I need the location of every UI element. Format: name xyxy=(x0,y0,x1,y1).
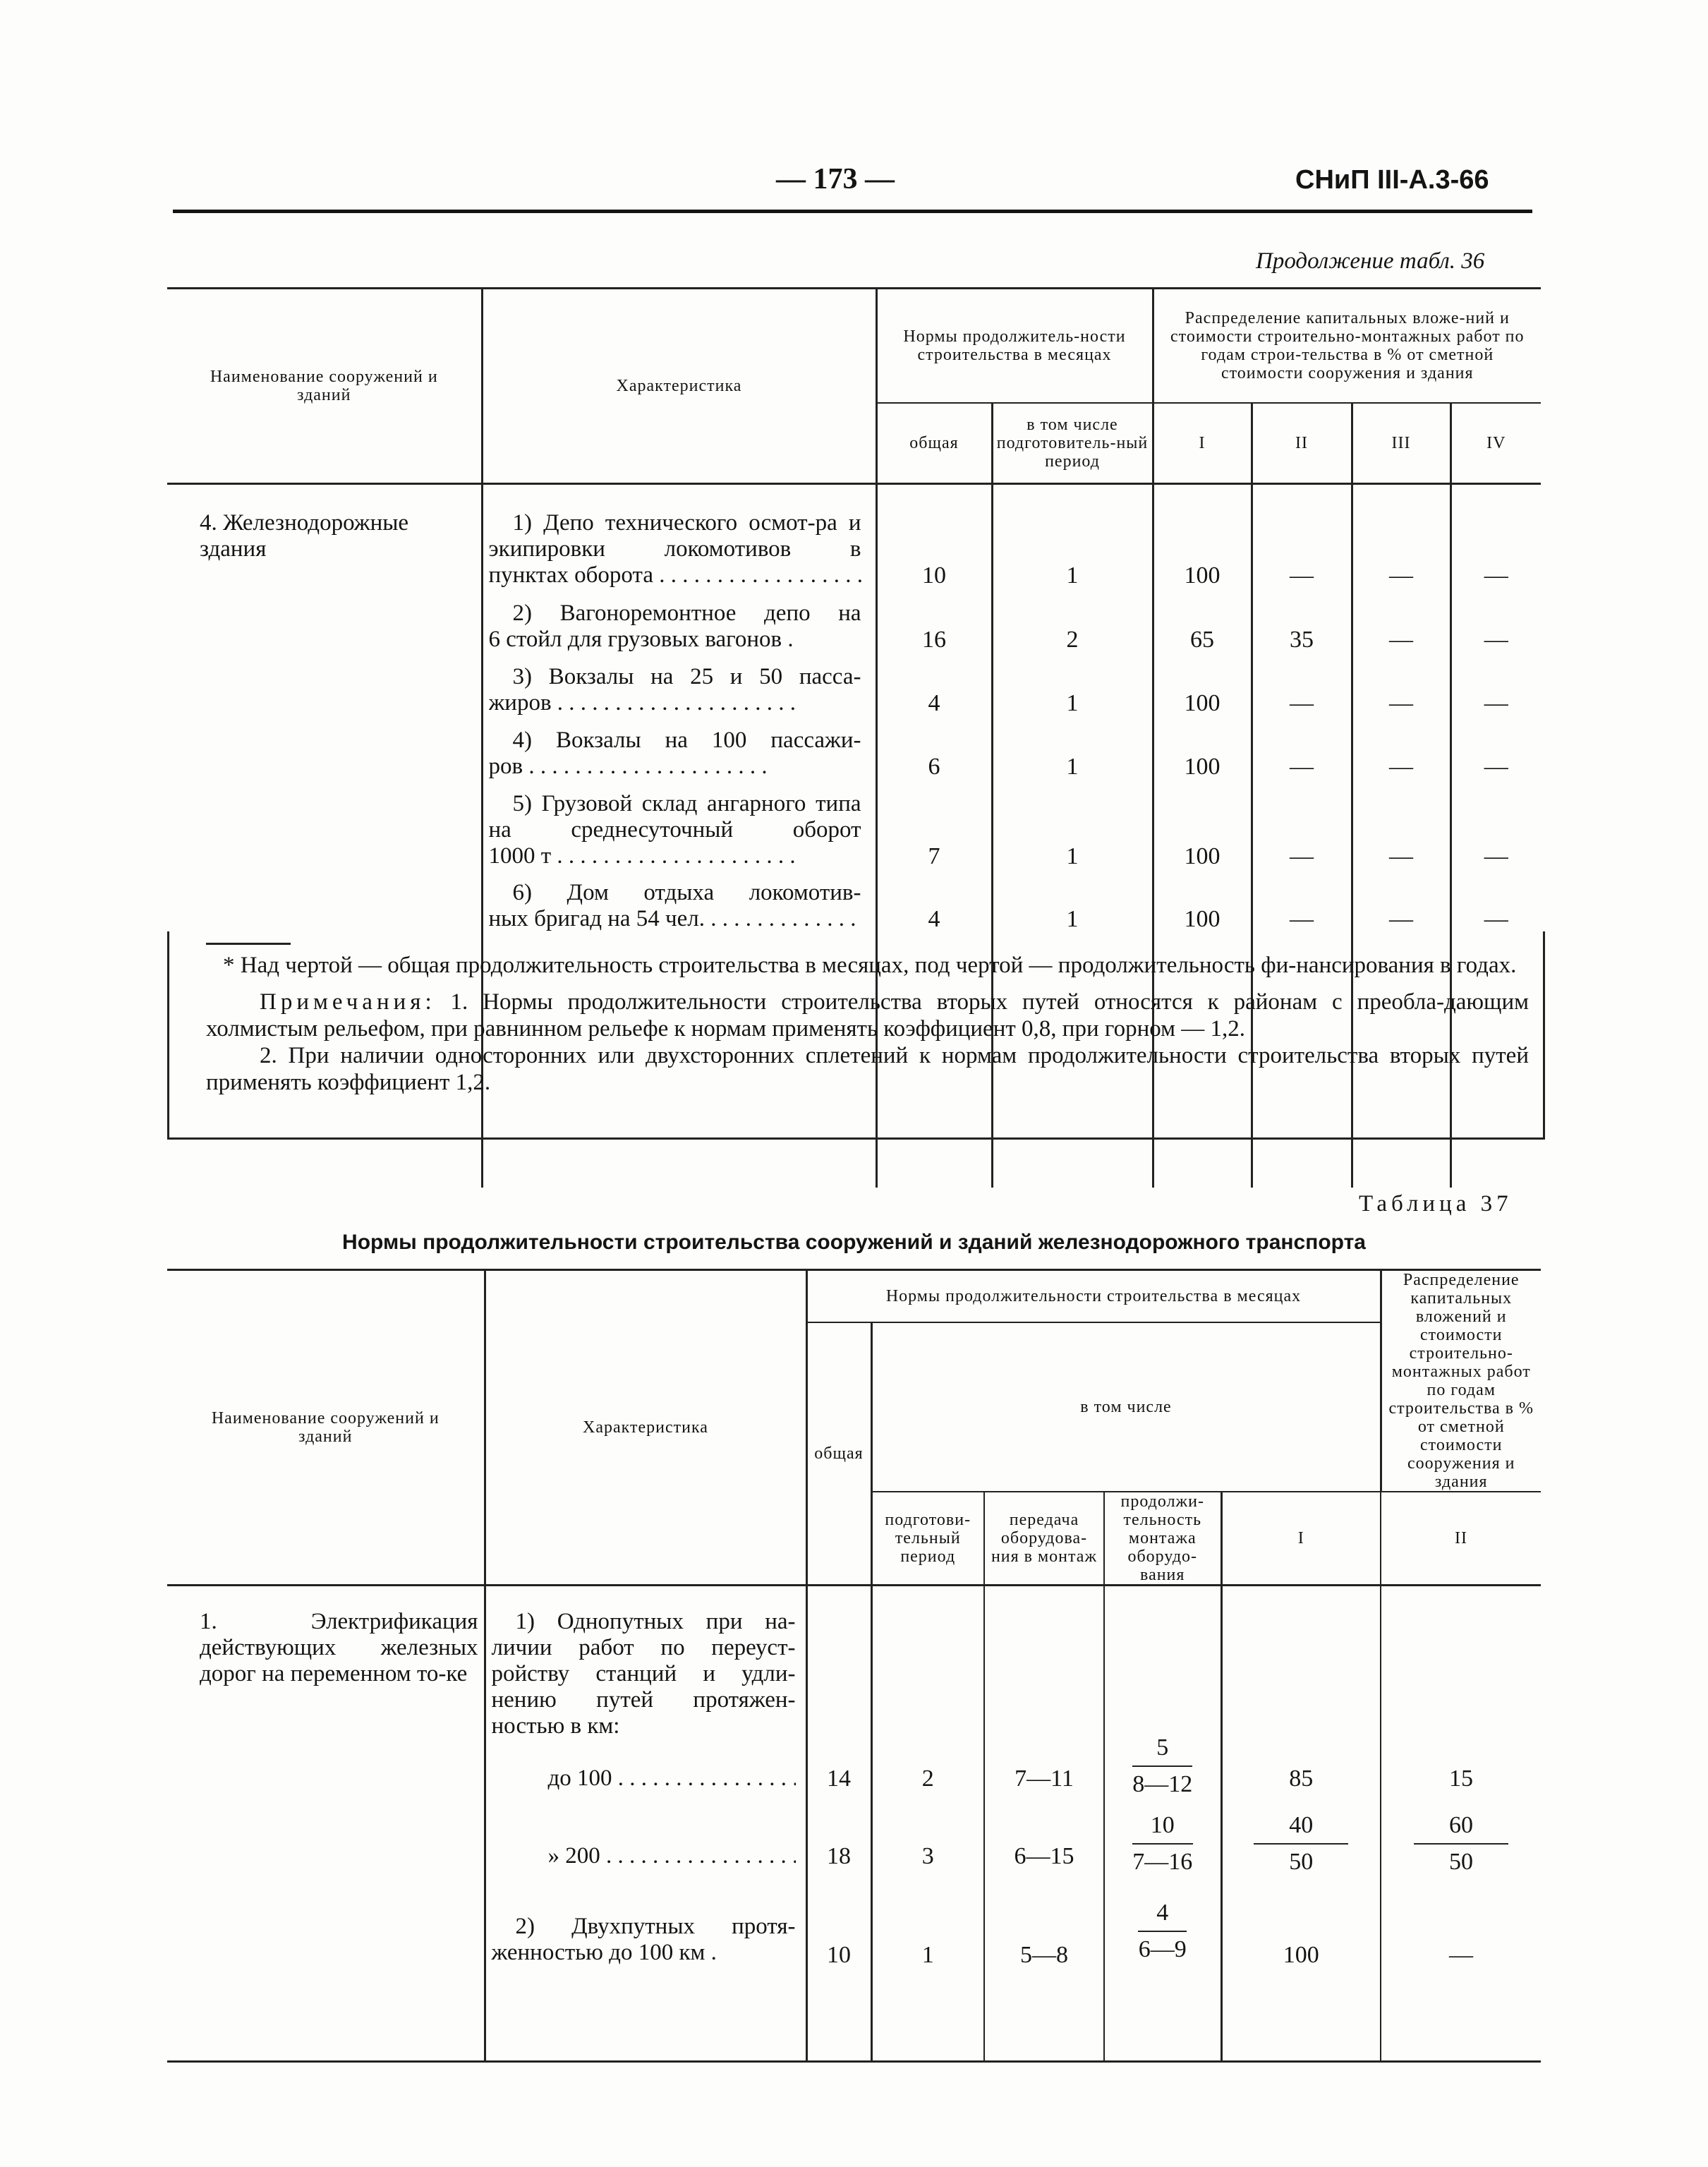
row-2-year-2-fraction: $\frac{60}{50}$ xyxy=(1414,1812,1508,1876)
col-header-including: в том числе xyxy=(871,1322,1381,1492)
row-2-characteristic: » 200 . . . xyxy=(492,1829,796,1900)
col-header-year-3: III xyxy=(1352,403,1450,484)
row-3-characteristic: 3) Вокзалы на 25 и 50 пасса- жиров . . . xyxy=(489,664,861,728)
col-header-year-1: I xyxy=(1221,1492,1381,1586)
col-header-year-4: IV xyxy=(1486,434,1506,452)
col-header-characteristic: Характеристика xyxy=(485,1270,806,1586)
row-2-characteristic: 2) Вагоноремонтное депо на 6 стойл для грузовых вагонов . xyxy=(488,600,861,652)
table36-continuation-label: Продолжение табл. 36 xyxy=(1256,248,1485,274)
column-transfer: 7—11 6—15 5—8 xyxy=(984,1586,1104,2062)
note-2: 2. При наличии односторонних или двухсторонних сплетений к нормам продолжительности строительства вторых путей применять коэффициент 1,2. xyxy=(206,1043,1529,1095)
intro-characteristic: 1) Однопутных при на-личии работ по переуст-ройству станций и удли-нению путей протяжен-ностью в км: xyxy=(491,1609,796,1739)
col-header-year-2: II xyxy=(1252,403,1352,484)
characteristic-column xyxy=(485,1586,806,2062)
column-total: 10 16 4 6 7 4 xyxy=(876,484,992,1188)
col-header-name: Наименование сооружений и зданий xyxy=(167,289,482,484)
col-header-prep: подготови-тельный период xyxy=(871,1492,984,1586)
row-2-year-1-fraction: $\frac{40}{50}$ xyxy=(1254,1812,1348,1876)
col-header-year-1: I xyxy=(1153,403,1252,484)
col-header-norms: Нормы продолжительности строительства в месяцах xyxy=(806,1270,1381,1323)
column-year-1: 85 $\frac{40}{50}$ 100 xyxy=(1221,1586,1381,2062)
column-prep: 1 2 1 1 1 1 xyxy=(992,484,1153,1188)
row-1-characteristic: 1) Депо технического осмот-ра и экипировки локомотивов в пунктах оборота . . . xyxy=(489,510,861,600)
column-year-2: 15 $\frac{60}{50}$ — xyxy=(1381,1586,1541,2062)
row-6-characteristic: 6) Дом отдыха локомотив- ных бригад на 54 чел. . . . xyxy=(489,880,861,943)
row-3-characteristic: 2) Двухпутных протя-женностью до 100 км . xyxy=(491,1914,796,1965)
col-header-distribution: Распределение капитальных вложений и стоимости строительно-монтажных работ по годам строительства в % от сметной стоимости сооружения и здания xyxy=(1381,1270,1541,1492)
footnote: * Над чертой — общая продолжительность строительства в месяцах, под чертой — продолжительность фи-нансирования в годах. xyxy=(223,953,1517,978)
row-5-characteristic: 5) Грузовой склад ангарного типа на среднесуточный оборот 1000 т . . . xyxy=(489,791,861,880)
row-1-characteristic: до 100 . . . xyxy=(492,1751,796,1829)
row-3-install-fraction: $\frac{4}{6—9}$ xyxy=(1138,1900,1187,1962)
row-1-install-fraction: $\frac{5}{8—12}$ xyxy=(1132,1734,1193,1797)
table37-label: Таблица 37 xyxy=(1359,1191,1513,1217)
table37-title: Нормы продолжительности строительства сооружений и зданий железнодорожного транспорта xyxy=(342,1231,1366,1254)
column-total: 14 18 10 xyxy=(806,1586,871,2062)
col-header-transfer: передача оборудова-ния в монтаж xyxy=(984,1492,1104,1586)
column-year-2: — 35 — — — — xyxy=(1252,484,1352,1188)
col-header-norms: Нормы продолжитель-ности строительства в месяцах xyxy=(876,289,1153,404)
table-37 xyxy=(167,1269,1541,2063)
column-year-3: — — — — — — xyxy=(1352,484,1450,1188)
col-header-name: Наименование сооружений и зданий xyxy=(167,1270,485,1586)
header-rule xyxy=(173,210,1532,213)
col-header-distribution: Распределение капитальных вложе-ний и стоимости строительно-монтажных работ по годам строи-тельства в % от сметной стоимости сооружения и здания xyxy=(1153,289,1541,404)
column-install xyxy=(1104,1586,1221,2062)
document-code: СНиП III-А.3-66 xyxy=(1295,165,1489,195)
col-header-total: общая xyxy=(806,1322,871,1586)
col-header-characteristic: Характеристика xyxy=(482,289,876,484)
row-4-characteristic: 4) Вокзалы на 100 пассажи- ров . . . xyxy=(489,728,861,791)
footnote-rule xyxy=(206,943,291,945)
column-year-1: 100 65 100 100 100 100 xyxy=(1153,484,1252,1188)
col-header-year-2: II xyxy=(1455,1529,1467,1547)
row-2-install-fraction: $\frac{10}{7—16}$ xyxy=(1132,1812,1193,1875)
column-prep: 2 3 1 xyxy=(871,1586,984,2062)
col-header-total: общая xyxy=(876,403,992,484)
col-header-prep: в том числе подготовитель-ный период xyxy=(992,403,1153,484)
section-title: 1. Электрификация действующих железных дорог на переменном то-ке xyxy=(200,1609,478,1686)
note-1: Примечания: 1. Нормы продолжительности строительства вторых путей относятся к районам с преобла-дающим холмистым рельефом, при равнинном рельефе к нормам применять коэффициент 0,8, при горном — 1,2. xyxy=(206,989,1530,1042)
column-year-4: — — — — — — xyxy=(1484,562,1508,932)
page-number: — 173 — xyxy=(776,163,895,195)
section-title: 4. Железнодорожные здания xyxy=(200,510,409,562)
col-header-install: продолжи-тельность монтажа оборудо-вания xyxy=(1104,1492,1221,1586)
table36-notes-box xyxy=(167,931,1545,1140)
